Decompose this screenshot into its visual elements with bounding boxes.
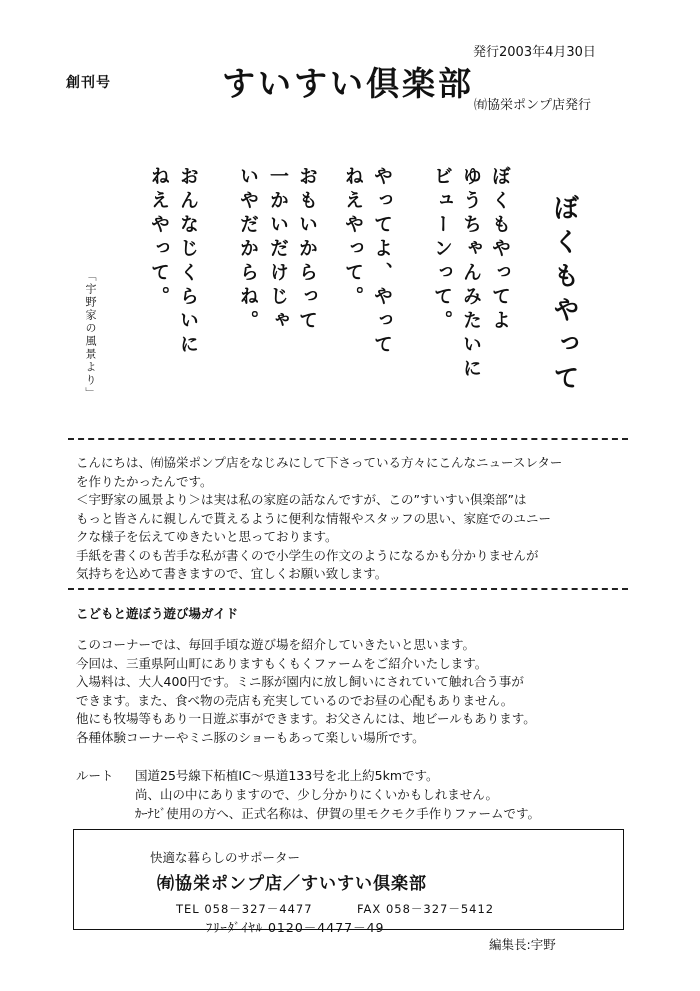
intro-line: 手紙を書くのも苦手な私が書くので小学生の作文のようになるかも分かりませんが xyxy=(76,547,539,563)
poem-line-4: ビューンって。 xyxy=(431,166,453,334)
intro-line: こんにちは、㈲協栄ポンプ店をなじみにして下さっている方々にこんなニュースレター xyxy=(76,455,563,470)
intro-line: 気持ちを込めて書きますので、宜しくお願い致します。 xyxy=(76,566,388,581)
poem-line-8: 一かいだけじゃ xyxy=(267,166,289,334)
poem-line-9: いやだからね。 xyxy=(237,166,259,334)
route-text xyxy=(135,766,540,823)
edition-label: 創刊号 xyxy=(66,75,111,91)
divider-middle xyxy=(68,588,628,590)
issue-date: 発行2003年4月30日 xyxy=(473,45,596,60)
poem xyxy=(0,166,700,426)
poem-line-11: ねえやって。 xyxy=(148,166,170,310)
route-label: ルート xyxy=(76,768,114,783)
contact-fax: FAX 058－327－5412 xyxy=(357,902,495,916)
guide-text xyxy=(76,636,636,747)
contact-freedial: ﾌﾘｰﾀﾞｲﾔﾙ 0120－4477－49 xyxy=(206,920,385,935)
poem-line-5: やってよ、やって xyxy=(371,166,393,358)
guide-line: 入場料は、大人400円です。ミニ豚が園内に放し飼いにされていて触れ合う事が xyxy=(76,674,524,689)
intro-line: を作りたかったんです。 xyxy=(76,473,213,489)
poem-line-1: ぼくもやって xyxy=(549,194,579,398)
intro-text xyxy=(76,454,636,584)
divider-top xyxy=(68,438,628,440)
route-line: 国道25号線下柘植IC～県道133号を北上約5kmです。 xyxy=(135,768,439,783)
guide-line: 他にも牧場等もあり一日遊ぶ事ができます。お父さんには、地ビールもあります。 xyxy=(76,711,536,726)
intro-line: もっと皆さんに親しんで貰えるように便利な情報やスタッフの思い、家庭でのユニー xyxy=(76,510,552,526)
poem-caption: 「宇野家の風景より」 xyxy=(84,270,97,400)
newsletter-title: すいすい倶楽部 xyxy=(222,64,474,103)
poem-line-2: ぼくもやってよ xyxy=(489,166,511,334)
contact-tagline: 快適な暮らしのサポーター xyxy=(150,850,301,865)
poem-line-7: おもいからって xyxy=(296,166,318,334)
contact-name: ㈲協栄ポンプ店／すいすい倶楽部 xyxy=(157,874,427,894)
editor-credit: 編集長:宇野 xyxy=(489,937,556,952)
guide-line: できます。また、食べ物の売店も充実しているのでお昼の心配もありません。 xyxy=(76,692,514,708)
guide-heading: こどもと遊ぼう遊び場ガイド xyxy=(76,606,239,621)
route-line: ｶｰﾅﾋﾞ使用の方へ、正式名称は、伊賀の里モクモク手作りファームです。 xyxy=(135,806,541,821)
guide-line: 各種体験コーナーやミニ豚のショーもあって楽しい場所です。 xyxy=(76,729,425,745)
route-line: 尚、山の中にありますので、少し分かりにくいかもしれません。 xyxy=(135,787,499,802)
poem-line-3: ゆうちゃんみたいに xyxy=(460,166,482,382)
publisher: ㈲協栄ポンプ店発行 xyxy=(474,98,592,113)
guide-line: 今回は、三重県阿山町にありますもくもくファームをご紹介いたします。 xyxy=(76,655,488,671)
contact-tel: TEL 058－327－4477 xyxy=(176,902,313,916)
intro-line: ＜宇野家の風景より＞は実は私の家庭の話なんですが、この”すいすい倶楽部”は xyxy=(76,492,527,507)
intro-line: クな様子を伝えてゆきたいと思っております。 xyxy=(76,529,338,544)
poem-line-10: おんなじくらいに xyxy=(177,166,199,358)
poem-line-6: ねえやって。 xyxy=(342,166,364,310)
guide-line: このコーナーでは、毎回手頃な遊び場を紹介していきたいと思います。 xyxy=(76,637,476,652)
